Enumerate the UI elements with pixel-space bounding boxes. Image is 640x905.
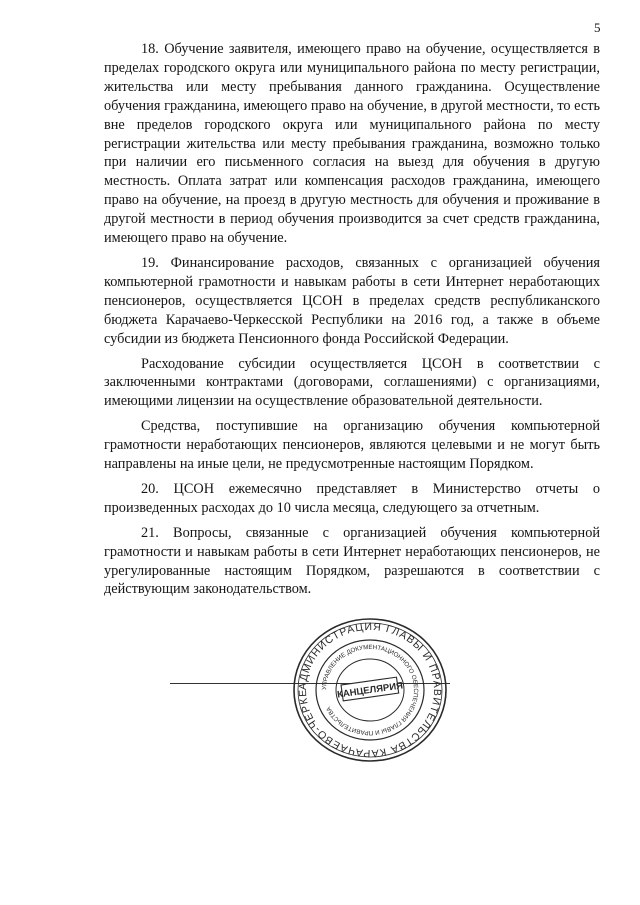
signature-block — [170, 615, 570, 765]
stamp-inner-text: УПРАВЛЕНИЕ ДОКУМЕНТАЦИОННОГО ОБЕСПЕЧЕНИЯ ГЛАВЫ И ПРАВИТЕЛЬСТВА — [320, 643, 420, 737]
page-number: 5 — [594, 20, 601, 35]
stamp-outer-text: АДМИНИСТРАЦИЯ ГЛАВЫ И ПРАВИТЕЛЬСТВА КАРАЧАЕВО-ЧЕРКЕ — [296, 620, 444, 760]
stamp-graphic — [282, 615, 458, 765]
paragraph-19: 19. Финансирование расходов, связанных с организацией обучения компьютерной грамотности и навыкам работы в сети Интернет неработающих пенсионеров, осуществляется ЦСОН в пределах средств республиканского бюджета Карачаево-Черкесской Республики на 2016 год, а также в объеме субсидии из бюджета Пенсионного фонда Российской Федерации. — [104, 254, 600, 347]
paragraph-21: 21. Вопросы, связанные с организацией обучения компьютерной грамотности и навыкам работы в сети Интернет неработающих пенсионеров, не урегулированные настоящим Порядком, разрешаются в соответствии с действующим законодательством. — [104, 524, 600, 598]
document-body — [104, 40, 600, 599]
paragraph-20: 20. ЦСОН ежемесячно представляет в Министерство отчеты о произведенных расходах до 10 числа месяца, следующего за отчетным. — [104, 480, 600, 516]
paragraph-subsidy-spending: Расходование субсидии осуществляется ЦСОН в соответствии с заключенными контрактами (договорами, соглашениями) с организациями, имеющими лицензии на осуществление образовательной деятельности. — [104, 355, 600, 410]
paragraph-targeted-funds: Средства, поступившие на организацию обучения компьютерной грамотности неработающих пенсионеров, являются целевыми и не могут быть направлены на иные цели, не предусмотренные настоящим Порядком. — [104, 418, 600, 473]
official-stamp — [282, 615, 458, 765]
stamp-center-text: КАНЦЕЛЯРИЯ — [336, 680, 404, 701]
paragraph-18: 18. Обучение заявителя, имеющего право на обучение, осуществляется в пределах городского округа или муниципального района по месту регистрации, жительства или месту пребывания данного гражданина. Осуществление обучения гражданина, имеющего право на обучение, в другой местности, то есть вне пределов городского округа или муниципального района по месту регистрации жительства или месту пребывания гражданина, возможно только при наличии его письменного согласия на выезд для обучения в другую местность. Оплата затрат или компенсация расходов гражданина, имеющего право на обучение, на проезд в другую местность для обучения и проживание в другой местности в период обучения производится за счет средств гражданина, имеющего право на обучение. — [104, 41, 600, 247]
